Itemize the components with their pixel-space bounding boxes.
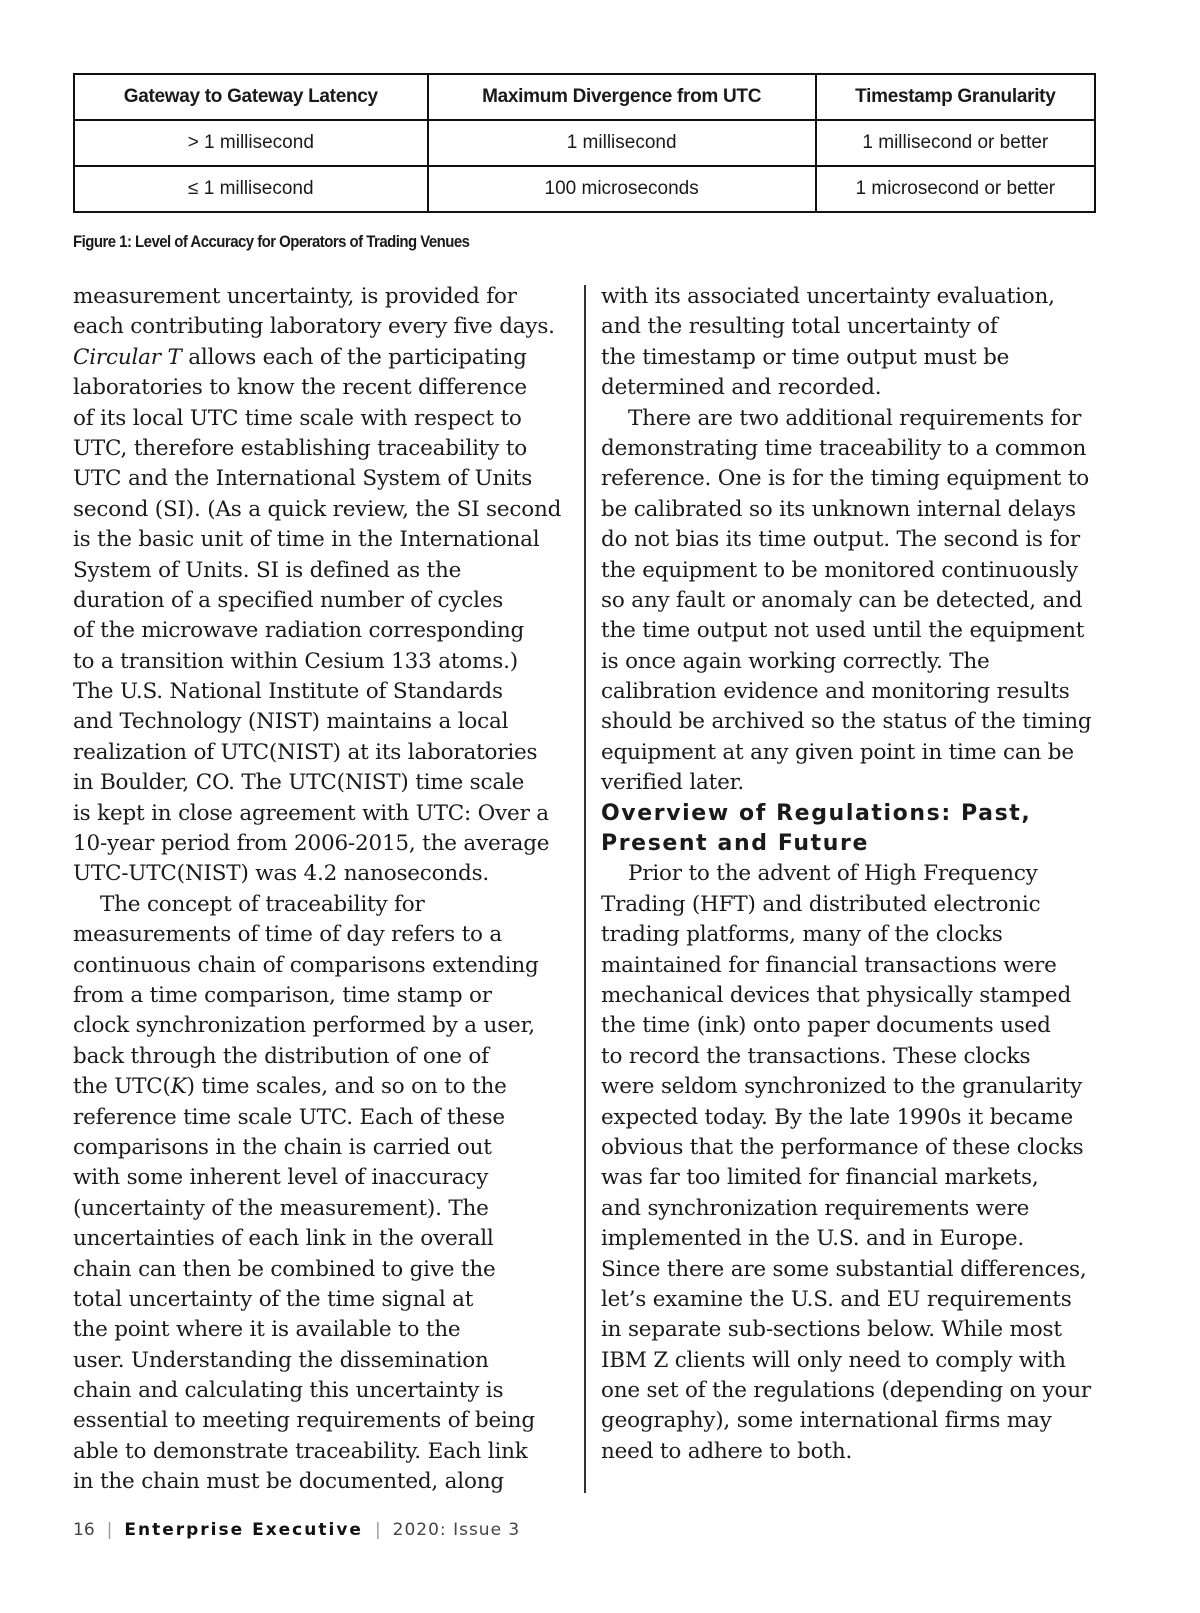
table-header-row	[74, 74, 1095, 120]
text-segment: with some inherent level of inaccuracy	[73, 1165, 489, 1191]
text-segment: able to demonstrate traceability. Each link	[73, 1438, 528, 1464]
text-segment: calibration evidence and monitoring results	[601, 679, 1070, 705]
text-segment: demonstrating time traceability to a common	[601, 435, 1087, 461]
right-column	[601, 282, 1091, 1467]
text-segment: is once again working correctly. The	[601, 648, 990, 674]
text-segment: so any fault or anomaly can be detected, and	[601, 587, 1083, 613]
text-segment: uncertainties of each link in the overall	[73, 1226, 494, 1252]
text-line	[73, 525, 561, 555]
text-line	[601, 616, 1091, 646]
text-segment: 10-year period from 2006-2015, the average	[73, 831, 550, 857]
text-segment: were seldom synchronized to the granularity	[601, 1074, 1083, 1100]
header-granularity: Timestamp Granularity	[816, 74, 1095, 120]
text-segment: from a time comparison, time stamp or	[73, 982, 492, 1008]
text-line	[601, 1376, 1091, 1406]
text-segment: in Boulder, CO. The UTC(NIST) time scale	[73, 770, 525, 796]
text-segment: and the resulting total uncertainty of	[601, 314, 998, 340]
text-line	[601, 1163, 1091, 1193]
text-line	[601, 1255, 1091, 1285]
text-line	[601, 282, 1091, 312]
text-segment: second (SI). (As a quick review, the SI second	[73, 496, 562, 522]
text-segment: The U.S. National Institute of Standards	[73, 679, 503, 705]
text-line	[601, 495, 1091, 525]
section-heading-line: Overview of Regulations: Past,	[601, 800, 1032, 826]
section-heading	[601, 799, 1091, 860]
table-cell: 1 millisecond or better	[816, 120, 1095, 166]
text-line	[73, 282, 561, 312]
text-line	[601, 373, 1091, 403]
text-segment: chain can then be combined to give the	[73, 1256, 496, 1282]
page-number: 16	[73, 1520, 95, 1540]
text-segment: obvious that the performance of these clocks	[601, 1134, 1084, 1160]
text-segment: implemented in the U.S. and in Europe.	[601, 1226, 1025, 1252]
text-line	[601, 1103, 1091, 1133]
text-line	[601, 647, 1091, 677]
text-line	[601, 951, 1091, 981]
publication-name: Enterprise Executive	[124, 1520, 363, 1540]
text-line	[73, 1163, 561, 1193]
text-segment: chain and calculating this uncertainty is	[73, 1378, 504, 1404]
right-column-part-2	[601, 859, 1091, 1467]
footer-separator: |	[106, 1520, 113, 1540]
page-footer	[73, 1520, 520, 1540]
footer-separator: |	[374, 1520, 381, 1540]
text-segment: trading platforms, many of the clocks	[601, 922, 1003, 948]
text-segment: laboratories to know the recent difference	[73, 375, 527, 401]
text-segment: maintained for financial transactions were	[601, 952, 1057, 978]
text-segment: expected today. By the late 1990s it became	[601, 1104, 1073, 1130]
text-segment: duration of a specified number of cycles	[73, 587, 504, 613]
text-line	[73, 1255, 561, 1285]
text-segment: in the chain must be documented, along	[73, 1469, 504, 1495]
text-line	[73, 434, 561, 464]
text-line	[601, 1224, 1091, 1254]
text-segment: Since there are some substantial differences,	[601, 1256, 1087, 1282]
text-segment: is the basic unit of time in the International	[73, 527, 540, 553]
text-segment: total uncertainty of the time signal at	[73, 1286, 474, 1312]
text-line	[73, 1042, 561, 1072]
text-line	[601, 556, 1091, 586]
text-line	[73, 707, 561, 737]
text-segment: clock synchronization performed by a user,	[73, 1013, 535, 1039]
text-line	[73, 1467, 561, 1497]
text-segment: was far too limited for financial markets,	[601, 1165, 1039, 1191]
text-line	[73, 373, 561, 403]
text-segment: to record the transactions. These clocks	[601, 1043, 1031, 1069]
text-line	[73, 1437, 561, 1467]
text-segment: of the microwave radiation corresponding	[73, 618, 525, 644]
text-line	[73, 1376, 561, 1406]
text-line	[601, 677, 1091, 707]
text-line	[73, 920, 561, 950]
text-line	[73, 768, 561, 798]
text-segment: is kept in close agreement with UTC: Over a	[73, 800, 549, 826]
text-line	[601, 1406, 1091, 1436]
table-row	[74, 166, 1095, 212]
text-segment: do not bias its time output. The second is for	[601, 527, 1080, 553]
text-segment: IBM Z clients will only need to comply with	[601, 1347, 1066, 1373]
issue-label: 2020: Issue 3	[392, 1520, 521, 1540]
text-line	[601, 1194, 1091, 1224]
text-line	[601, 1437, 1091, 1467]
column-divider	[584, 285, 586, 1493]
text-line	[73, 1285, 561, 1315]
text-line	[73, 312, 561, 342]
text-line	[601, 464, 1091, 494]
text-line	[73, 556, 561, 586]
text-line	[73, 495, 561, 525]
text-line	[601, 768, 1091, 798]
text-line	[601, 1133, 1091, 1163]
table-cell: 1 millisecond	[428, 120, 816, 166]
text-line	[601, 981, 1091, 1011]
table-cell: > 1 millisecond	[74, 120, 428, 166]
text-segment: determined and recorded.	[601, 375, 882, 401]
text-line	[73, 1103, 561, 1133]
left-column	[73, 282, 561, 1498]
text-segment: the equipment to be monitored continuously	[601, 557, 1078, 583]
text-segment: the UTC(	[73, 1074, 171, 1100]
text-line	[73, 1133, 561, 1163]
text-segment: and synchronization requirements were	[601, 1195, 1030, 1221]
text-line	[73, 1346, 561, 1376]
text-segment: reference time scale UTC. Each of these	[73, 1104, 505, 1130]
text-segment: each contributing laboratory every five days.	[73, 314, 555, 340]
text-line	[73, 1224, 561, 1254]
text-segment: essential to meeting requirements of being	[73, 1408, 535, 1434]
text-segment: comparisons in the chain is carried out	[73, 1134, 492, 1160]
text-segment: need to adhere to both.	[601, 1438, 853, 1464]
header-divergence: Maximum Divergence from UTC	[428, 74, 816, 120]
text-line	[73, 404, 561, 434]
header-latency: Gateway to Gateway Latency	[74, 74, 428, 120]
text-line	[73, 677, 561, 707]
text-segment: equipment at any given point in time can be	[601, 739, 1074, 765]
text-segment: and Technology (NIST) maintains a local	[73, 709, 509, 735]
text-line	[73, 1315, 561, 1345]
text-segment: measurement uncertainty, is provided for	[73, 284, 517, 309]
text-line	[73, 1406, 561, 1436]
text-segment: UTC and the International System of Units	[73, 466, 533, 492]
text-line	[601, 1011, 1091, 1041]
text-line	[601, 343, 1091, 373]
text-line	[73, 586, 561, 616]
italic-text: K	[170, 1074, 187, 1100]
italic-text: Circular T	[73, 344, 182, 370]
text-segment: user. Understanding the dissemination	[73, 1347, 489, 1373]
text-line	[601, 920, 1091, 950]
text-segment: back through the distribution of one of	[73, 1043, 489, 1069]
text-segment: mechanical devices that physically stamped	[601, 983, 1072, 1009]
text-line	[73, 343, 561, 373]
text-segment: continuous chain of comparisons extending	[73, 952, 539, 978]
text-line	[601, 525, 1091, 555]
text-segment: the timestamp or time output must be	[601, 344, 1010, 370]
text-segment: The concept of traceability for	[100, 891, 425, 917]
text-segment: geography), some international firms may	[601, 1408, 1052, 1434]
text-segment: let’s examine the U.S. and EU requirements	[601, 1286, 1072, 1312]
text-line	[601, 1042, 1091, 1072]
table-cell: 1 microsecond or better	[816, 166, 1095, 212]
text-line	[73, 738, 561, 768]
text-line	[73, 1011, 561, 1041]
text-line	[601, 1315, 1091, 1345]
text-line	[73, 981, 561, 1011]
figure-caption: Figure 1: Level of Accuracy for Operators of Trading Venues	[73, 232, 470, 251]
text-line	[73, 464, 561, 494]
text-line	[73, 1194, 561, 1224]
text-segment: (uncertainty of the measurement). The	[73, 1195, 489, 1221]
text-line	[73, 799, 561, 829]
accuracy-table	[73, 73, 1096, 213]
text-line	[601, 859, 1091, 889]
text-segment: the time output not used until the equipment	[601, 618, 1085, 644]
text-segment: Prior to the advent of High Frequency	[628, 861, 1038, 887]
text-line	[601, 312, 1091, 342]
text-segment: ) time scales, and so on to the	[186, 1074, 507, 1100]
text-segment: of its local UTC time scale with respect to	[73, 405, 522, 431]
table-row	[74, 120, 1095, 166]
text-line	[601, 1285, 1091, 1315]
text-segment: one set of the regulations (depending on your	[601, 1378, 1091, 1404]
text-segment: UTC, therefore establishing traceability to	[73, 435, 528, 461]
text-segment: UTC-UTC(NIST) was 4.2 nanoseconds.	[73, 861, 490, 887]
text-line	[601, 738, 1091, 768]
text-segment: reference. One is for the timing equipment to	[601, 466, 1090, 492]
text-segment: verified later.	[601, 770, 744, 796]
text-line	[601, 1072, 1091, 1102]
text-segment: in separate sub-sections below. While most	[601, 1317, 1062, 1343]
text-segment: allows each of the participating	[181, 344, 527, 370]
text-segment: to a transition within Cesium 133 atoms.)	[73, 648, 518, 674]
text-segment: the point where it is available to the	[73, 1317, 461, 1343]
table-cell: ≤ 1 millisecond	[74, 166, 428, 212]
text-line	[73, 951, 561, 981]
right-column-part-1	[601, 282, 1091, 799]
text-segment: realization of UTC(NIST) at its laboratories	[73, 739, 538, 765]
text-segment: be calibrated so its unknown internal delays	[601, 496, 1076, 522]
text-line	[601, 707, 1091, 737]
text-line	[73, 647, 561, 677]
text-segment: measurements of time of day refers to a	[73, 922, 503, 948]
text-line	[601, 1346, 1091, 1376]
text-segment: with its associated uncertainty evaluation,	[601, 284, 1055, 309]
text-segment: Trading (HFT) and distributed electronic	[601, 891, 1041, 917]
text-line	[73, 829, 561, 859]
text-line	[73, 1072, 561, 1102]
text-line	[73, 890, 561, 920]
section-heading-line: Present and Future	[601, 831, 870, 857]
text-segment: the time (ink) onto paper documents used	[601, 1013, 1051, 1039]
table-cell: 100 microseconds	[428, 166, 816, 212]
text-line	[601, 434, 1091, 464]
text-line	[73, 859, 561, 889]
text-line	[601, 586, 1091, 616]
text-segment: System of Units. SI is defined as the	[73, 557, 462, 583]
text-line	[601, 404, 1091, 434]
text-segment: There are two additional requirements for	[628, 405, 1082, 431]
text-line	[601, 890, 1091, 920]
text-segment: should be archived so the status of the timing	[601, 709, 1092, 735]
text-line	[73, 616, 561, 646]
